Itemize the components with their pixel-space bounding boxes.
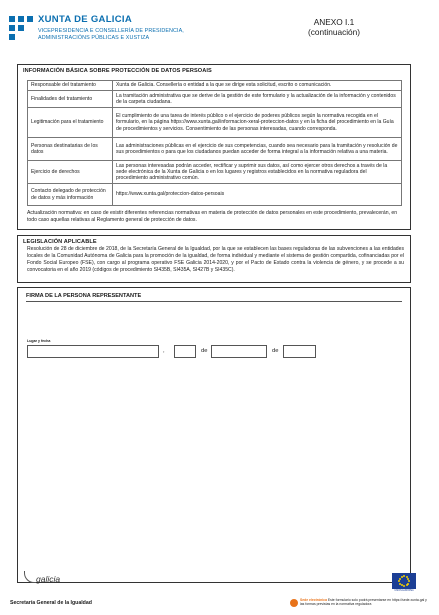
org-department <box>38 28 184 41</box>
divider <box>26 301 402 302</box>
data-protection-section <box>17 64 411 230</box>
row-value: Xunta de Galicia. Consellería o entidad a la que se dirige esta solicitud, escrito o comunicación. <box>113 81 402 91</box>
row-value: Las administraciones públicas en el ejercicio de sus competencias, cuando sea necesario para la tramitación y resolución de sus procedimientos o para que los ciudadanos puedan acceder de forma integral a la información relativa a una materia. <box>113 138 402 161</box>
row-label: Responsable del tratamiento <box>28 81 113 91</box>
signature-title: FIRMA DE LA PERSONA REPRESENTANTE <box>26 293 142 299</box>
sede-title[interactable]: Sede electrónica <box>300 598 327 602</box>
xunta-logo-icon <box>9 16 33 40</box>
org-name: XUNTA DE GALICIA <box>38 14 132 25</box>
annex-subtitle: (continuación) <box>307 27 361 37</box>
data-protection-title: INFORMACIÓN BÁSICA SOBRE PROTECCIÓN DE DATOS PERSOAIS <box>23 68 212 74</box>
table-row <box>28 108 402 138</box>
eu-star-icon <box>406 584 408 586</box>
row-label: Finalidades del tratamiento <box>28 91 113 108</box>
footer-sede-note <box>300 598 428 606</box>
row-value: La tramitación administrativa que se derive de la gestión de este formulario y la actualización de la información y contenidos de la carpeta ciudadana. <box>113 91 402 108</box>
place-field[interactable] <box>27 345 159 358</box>
month-field[interactable] <box>211 345 267 358</box>
legislation-text: Resolución de 28 de diciembre de 2018, de la Secretaría General de la Igualdad, por la que se establecen las bases reguladoras de las subvenciones a las entidades locales de la Comunidad Autónoma de Galicia para la promoción de la igualdad, de forma individual y mediante el sistema de gestión compartida, cofinanciadas por el Fondo Social Europeo (FSE), con cargo al programa operativo FSE Galicia 2014-2020, y por el Pacto de Estado contra la violencia de género, y se procede a su convocatoria en el año 2019 (códigos de procedimiento SI435B, SI435A, SI427B y SI435C). <box>27 246 404 274</box>
eu-caption: UNIÓN EUROPEA <box>394 590 414 592</box>
row-value: Las personas interesadas podrán acceder, rectificar y suprimir sus datos, así como ejercer otros derechos a través de la sede electrónica de la Xunta de Galicia o en los lugares y registros establecidos en la normativa reguladora del procedimiento administrativo común. <box>113 161 402 184</box>
row-label: Contacto delegado de protección de datos y más información <box>28 184 113 206</box>
sede-electronica-icon <box>290 599 298 607</box>
data-protection-table <box>27 80 402 206</box>
galicia-logo <box>22 570 72 586</box>
table-row <box>28 138 402 161</box>
de-separator: de <box>201 348 208 354</box>
eu-star-icon <box>399 583 401 585</box>
table-row <box>28 81 402 91</box>
table-row <box>28 184 402 206</box>
eu-emblem <box>391 573 417 595</box>
row-value: El cumplimiento de una tarea de interés público o el ejercicio de poderes públicos según la normativa recogida en el formulario, en la página https://www.xunta.gal/informacion-xeral-proteccion-datos y en la ficha del procedimiento en la Guía de procedimientos y servicios. Consentimiento de las personas interesadas, cuando corresponda. <box>113 108 402 138</box>
eu-star-icon <box>407 583 409 585</box>
year-field[interactable] <box>283 345 316 358</box>
row-label: Personas destinatarias de los datos <box>28 138 113 161</box>
row-label: Legitimación para el tratamiento <box>28 108 113 138</box>
legislation-section <box>17 235 411 283</box>
comma-separator: , <box>163 348 165 354</box>
regulatory-update-note: Actualización normativa: en caso de existir diferentes referencias normativas en materia de protección de datos personales en este procedimiento, prevalecerán, en todo caso aquellas relativas al Reglamento general de protección de datos. <box>27 210 398 223</box>
row-label: Ejercicio de derechos <box>28 161 113 184</box>
table-row <box>28 161 402 184</box>
org-department-line-1: VICEPRESIDENCIA E CONSELLERÍA DE PRESIDENCIA, <box>38 28 184 34</box>
eu-star-icon <box>403 585 405 587</box>
sede-text: Este formulario solo podrá presentarse en https://sede.xunta.gal y las formas previstas en la normativa reguladora <box>300 598 427 607</box>
eu-star-icon <box>399 578 401 580</box>
day-field[interactable] <box>174 345 196 358</box>
galicia-swoosh-icon <box>24 571 36 583</box>
org-department-line-2: ADMINISTRACIÓNS PÚBLICAS E XUSTIZA <box>38 34 150 41</box>
legislation-title: LEGISLACIÓN APLICABLE <box>23 239 97 245</box>
annex-title: ANEXO I.1 <box>313 17 355 27</box>
eu-flag-icon <box>392 573 416 589</box>
place-date-label: Lugar y fecha <box>27 339 51 343</box>
footer-department: Secretaría General de la Igualdad <box>10 600 92 606</box>
table-row <box>28 91 402 108</box>
eu-star-icon <box>403 575 405 577</box>
eu-star-icon <box>408 580 410 582</box>
signature-section <box>17 287 411 583</box>
contact-link[interactable]: https://www.xunta.gal/proteccion-datos-persoais <box>113 184 402 206</box>
annex-heading <box>304 17 364 37</box>
de-separator: de <box>272 348 279 354</box>
eu-star-icon <box>398 580 400 582</box>
galicia-wordmark: galicia <box>36 574 61 584</box>
